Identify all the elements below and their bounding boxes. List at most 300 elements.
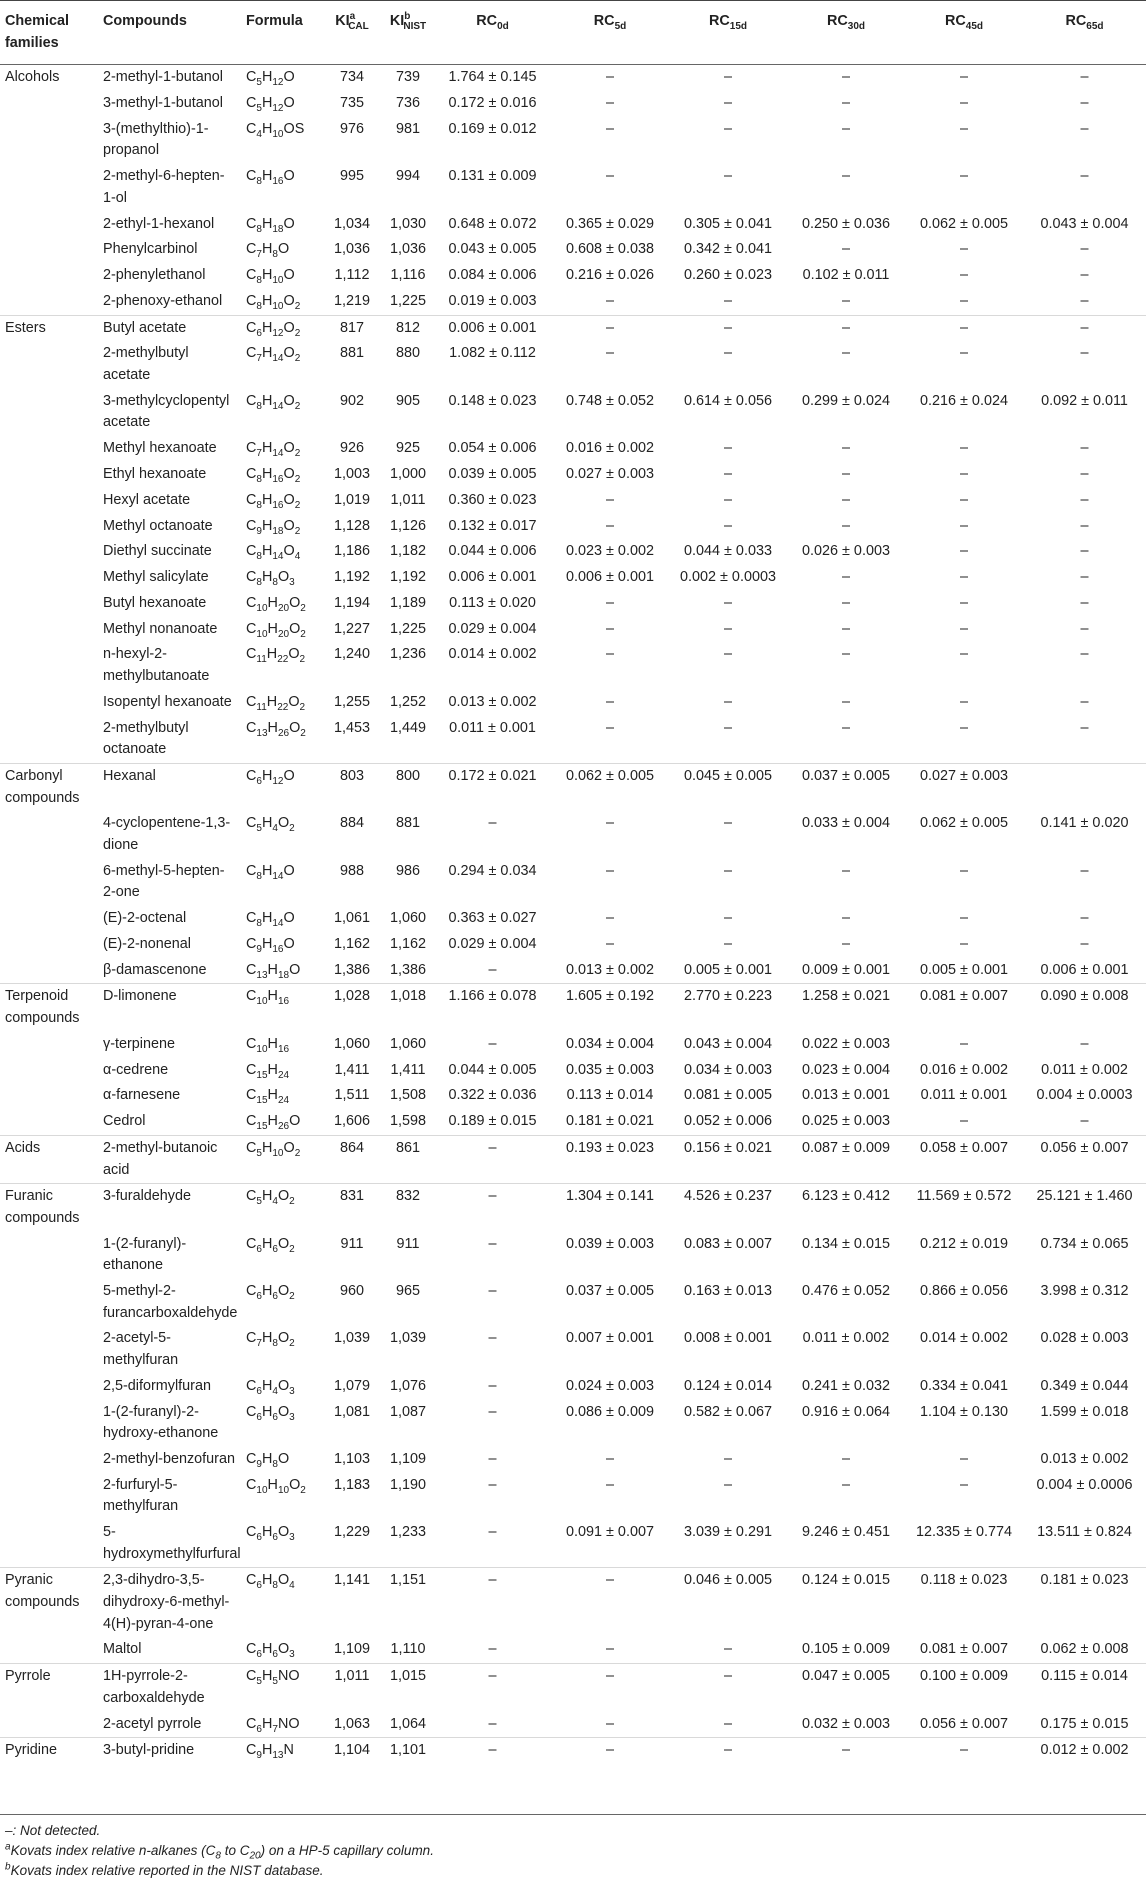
cell-compound: 4-cyclopentene-1,3-dione (103, 815, 231, 853)
cell-rc-65d: 25.121 ± 1.460 (1023, 1184, 1146, 1232)
header-rc-0d: $RC_{0d}$ (434, 1, 551, 65)
cell-rc-15d: – (669, 1664, 787, 1712)
table-row (0, 617, 1146, 643)
cell-rc-30d: 0.124 ± 0.015 (787, 1568, 905, 1637)
cell-rc-30d: 0.037 ± 0.005 (787, 763, 905, 811)
cell-ki-cal: 960 (339, 1283, 364, 1300)
cell-family (0, 341, 98, 388)
cell-rc-5d: 0.013 ± 0.002 (566, 961, 654, 978)
header-rc-65d: $RC_{65d}$ (1023, 1, 1146, 65)
cell-ki-cal: 926 (339, 440, 364, 457)
cell-rc-5d: 0.181 ± 0.021 (566, 1113, 654, 1130)
cell-ki-cal: 1,036 (333, 241, 370, 258)
cell-ki-cal: 864 (322, 1135, 382, 1183)
cell-ki-nist: 1,508 (389, 1087, 426, 1104)
cell-rc-15d: 0.260 ± 0.023 (684, 267, 772, 284)
cell-formula: $C_{15}H_{24}$ (246, 1087, 290, 1107)
cell-rc-15d: – (723, 292, 732, 309)
cell-family (0, 389, 98, 436)
cell-rc-65d: 0.028 ± 0.003 (1040, 1330, 1129, 1347)
cell-ki-nist: 1,036 (389, 241, 426, 258)
cell-compound: γ-terpinene (103, 1035, 175, 1052)
cell-family (0, 488, 98, 514)
cell-rc-15d: – (723, 168, 732, 185)
cell-ki-nist: 1,386 (389, 961, 426, 978)
cell-ki-cal: 1,081 (333, 1403, 370, 1420)
cell-ki-cal: 884 (339, 815, 364, 832)
cell-rc-0d: – (488, 815, 497, 832)
table-row (0, 958, 1146, 984)
cell-formula: $C_6H_4O_3$ (246, 1377, 295, 1397)
cell-compound: α-farnesene (103, 1087, 181, 1104)
cell-formula: $C_{10}H_{16}$ (246, 1035, 290, 1055)
cell-rc-30d: – (841, 1450, 850, 1467)
cell-rc-30d: – (841, 594, 850, 611)
cell-rc-65d: – (1080, 465, 1089, 482)
cell-rc-65d: 0.004 ± 0.0006 (1036, 1476, 1133, 1493)
cell-ki-cal: 988 (339, 862, 364, 879)
cell-formula: $C_{10}H_{10}O_2$ (246, 1476, 306, 1496)
cell-ki-nist: 1,000 (389, 465, 426, 482)
cell-compound: 2-ethyl-1-hexanol (103, 215, 215, 232)
cell-rc-65d: 0.090 ± 0.008 (1023, 984, 1146, 1032)
cell-family (0, 958, 98, 984)
cell-formula: $C_6H_6O_3$ (246, 1524, 295, 1543)
cell-formula: $C_8H_{14}O_2$ (246, 392, 301, 412)
cell-formula: $C_6H_6O_3$ (246, 1403, 295, 1423)
cell-ki-cal: 1,606 (333, 1113, 370, 1130)
cell-family (0, 1712, 98, 1738)
cell-rc-30d: 9.246 ± 0.451 (802, 1524, 890, 1541)
table-row (0, 1738, 1146, 1768)
cell-compound: Methyl nonanoate (103, 620, 218, 637)
cell-compound: 2-methyl-butanoic acid (98, 1135, 241, 1183)
cell-family (0, 1447, 98, 1473)
cell-ki-nist: 1,598 (389, 1113, 426, 1130)
cell-family (0, 1058, 98, 1084)
cell-ki-cal: 1,034 (333, 215, 370, 232)
table-row (0, 1135, 1146, 1183)
cell-family (0, 1473, 98, 1520)
cell-rc-30d: – (841, 1476, 850, 1493)
table-row (0, 237, 1146, 263)
cell-compound: Hexyl acetate (103, 491, 191, 508)
cell-family (0, 1637, 98, 1663)
cell-rc-15d: 0.046 ± 0.005 (669, 1568, 787, 1637)
cell-rc-5d: – (605, 120, 614, 137)
cell-family (0, 117, 98, 164)
cell-rc-15d: 0.305 ± 0.041 (684, 215, 772, 232)
cell-rc-30d: 0.105 ± 0.009 (802, 1641, 890, 1658)
cell-ki-cal: 1,219 (333, 292, 370, 309)
cell-ki-nist: 1,182 (389, 543, 426, 560)
cell-family (0, 514, 98, 540)
cell-ki-cal: 1,003 (333, 465, 370, 482)
cell-rc-30d: 0.033 ± 0.004 (802, 815, 890, 832)
cell-rc-45d: – (959, 719, 968, 736)
cell-ki-cal: 1,229 (333, 1524, 370, 1541)
cell-rc-30d: 0.250 ± 0.036 (802, 215, 890, 232)
cell-family (0, 1109, 98, 1135)
cell-family (0, 591, 98, 617)
cell-ki-nist: 1,110 (390, 1641, 426, 1658)
cell-formula: $C_4H_{10}OS$ (246, 120, 305, 140)
table-row (0, 1568, 1146, 1637)
cell-rc-15d: – (723, 620, 732, 637)
cell-rc-15d: – (723, 345, 732, 362)
cell-rc-5d: 0.037 ± 0.005 (566, 1283, 654, 1300)
cell-rc-30d: 0.025 ± 0.003 (802, 1113, 890, 1130)
cell-family (0, 237, 98, 263)
cell-rc-0d: 0.113 ± 0.020 (449, 594, 536, 611)
cell-formula: $C_6H_{12}O_2$ (241, 315, 322, 341)
cell-rc-45d: 0.100 ± 0.009 (905, 1664, 1023, 1712)
cell-ki-nist: 1,190 (389, 1476, 426, 1493)
cell-rc-5d: – (605, 693, 614, 710)
cell-rc-45d: – (959, 594, 968, 611)
cell-ki-nist: 739 (395, 69, 420, 86)
table-row (0, 1083, 1146, 1109)
cell-ki-cal: 1,128 (333, 517, 370, 534)
cell-rc-65d (1023, 763, 1146, 811)
table-row (0, 212, 1146, 238)
cell-rc-30d: – (841, 491, 850, 508)
cell-rc-45d: – (959, 440, 968, 457)
cell-rc-0d: 0.006 ± 0.001 (434, 315, 551, 341)
cell-compound: 2-methyl-1-butanol (103, 69, 223, 86)
cell-rc-65d: – (1080, 646, 1089, 663)
cell-rc-30d: 0.026 ± 0.003 (802, 543, 890, 560)
cell-rc-65d: – (1080, 910, 1089, 927)
cell-ki-cal: 902 (339, 392, 364, 409)
cell-rc-0d: 0.044 ± 0.005 (448, 1061, 537, 1078)
cell-rc-30d: – (841, 440, 850, 457)
cell-family (0, 1520, 98, 1568)
cell-rc-0d: – (434, 1664, 551, 1712)
cell-rc-65d: – (1080, 862, 1089, 879)
cell-rc-5d: 0.034 ± 0.004 (566, 1035, 654, 1052)
cell-formula: $C_8H_{10}O$ (246, 267, 295, 286)
cell-ki-nist: 1,116 (390, 267, 426, 284)
cell-rc-30d: 0.241 ± 0.032 (802, 1377, 890, 1394)
table-row (0, 984, 1146, 1032)
cell-family: Pyridine (0, 1738, 98, 1768)
cell-rc-15d: – (723, 594, 732, 611)
cell-rc-30d: – (841, 69, 850, 86)
cell-formula: $C_9H_8O$ (246, 1450, 290, 1470)
cell-rc-0d: 0.044 ± 0.006 (448, 543, 537, 560)
cell-formula: $C_5H_{10}O_2$ (241, 1135, 322, 1183)
cell-compound: 2-methylbutyl octanoate (103, 719, 189, 758)
cell-ki-nist: 881 (395, 815, 420, 832)
header-compound: Compounds (98, 1, 241, 65)
cell-rc-30d: 0.011 ± 0.002 (802, 1330, 890, 1347)
cell-rc-0d: 0.006 ± 0.001 (448, 569, 537, 586)
cell-family (0, 716, 98, 764)
cell-ki-cal: 1,186 (333, 543, 370, 560)
cell-ki-cal: 735 (339, 94, 364, 111)
table-row (0, 1473, 1146, 1520)
cell-rc-45d: 11.569 ± 0.572 (905, 1184, 1023, 1232)
cell-ki-cal: 976 (339, 120, 364, 137)
cell-rc-30d: 0.299 ± 0.024 (802, 392, 890, 409)
cell-compound: Diethyl succinate (103, 543, 212, 560)
cell-rc-30d: 0.022 ± 0.003 (802, 1035, 890, 1052)
cell-rc-30d: – (841, 719, 850, 736)
table-row (0, 1637, 1146, 1663)
footnote-b: $^b$Kovats index relative reported in the NIST database. (5, 1861, 324, 1878)
cell-rc-5d: 0.035 ± 0.003 (566, 1061, 654, 1078)
cell-rc-65d: 13.511 ± 0.824 (1037, 1524, 1132, 1541)
cell-rc-15d: – (723, 1641, 732, 1658)
cell-rc-65d: – (1080, 267, 1089, 284)
table-row (0, 539, 1146, 565)
cell-rc-15d: – (669, 315, 787, 341)
cell-family (0, 932, 98, 958)
cell-rc-65d: 0.062 ± 0.008 (1040, 1641, 1129, 1658)
cell-compound: β-damascenone (103, 961, 207, 978)
cell-family (0, 263, 98, 289)
cell-rc-65d: 0.115 ± 0.014 (1023, 1664, 1146, 1712)
cell-rc-45d: 0.016 ± 0.002 (920, 1061, 1008, 1078)
cell-rc-15d: 0.008 ± 0.001 (684, 1330, 772, 1347)
table-row (0, 859, 1146, 906)
cell-rc-45d: – (959, 1450, 968, 1467)
table-row (0, 514, 1146, 540)
cell-rc-65d: – (1080, 491, 1089, 508)
cell-formula: $C_6H_6O_2$ (246, 1235, 295, 1255)
cell-rc-5d: – (605, 491, 614, 508)
cell-rc-0d: 0.132 ± 0.017 (448, 517, 537, 534)
cell-compound: 5-hydroxymethylfurfural (103, 1524, 241, 1562)
cell-rc-65d: – (1080, 241, 1089, 258)
cell-compound: Methyl hexanoate (103, 440, 217, 457)
cell-ki-cal: 881 (339, 345, 364, 362)
cell-rc-65d: – (1080, 569, 1089, 586)
cell-rc-5d: – (605, 517, 614, 534)
cell-compound: 3-furaldehyde (98, 1184, 241, 1232)
cell-rc-5d: – (605, 1715, 614, 1732)
cell-family (0, 1400, 98, 1447)
cell-formula: $C_8H_{16}O_2$ (246, 491, 301, 511)
cell-rc-15d: 3.039 ± 0.291 (684, 1524, 772, 1541)
cell-rc-45d: 0.014 ± 0.002 (920, 1330, 1008, 1347)
cell-rc-65d: 0.056 ± 0.007 (1023, 1135, 1146, 1183)
table-row (0, 1279, 1146, 1326)
cell-ki-cal: 1,194 (333, 594, 370, 611)
cell-rc-65d: – (1080, 292, 1089, 309)
cell-rc-65d: – (1080, 594, 1089, 611)
cell-rc-5d: 0.086 ± 0.009 (566, 1403, 654, 1420)
cell-rc-65d: – (1080, 168, 1089, 185)
cell-ki-nist: 1,060 (389, 1035, 426, 1052)
cell-rc-65d: – (1080, 620, 1089, 637)
cell-family: Alcohols (5, 69, 60, 86)
cell-ki-nist: 1,109 (389, 1450, 426, 1467)
cell-rc-15d: 0.044 ± 0.033 (684, 543, 772, 560)
cell-ki-nist: 1,064 (389, 1715, 426, 1732)
cell-ki-nist: 1,449 (389, 719, 426, 736)
cell-ki-cal: 734 (339, 69, 364, 86)
cell-ki-cal: 995 (339, 168, 364, 185)
cell-compound: 2-methylbutyl acetate (103, 345, 189, 383)
cell-rc-30d: 0.134 ± 0.015 (802, 1235, 890, 1252)
cell-rc-15d: – (723, 491, 732, 508)
cell-rc-15d: 0.163 ± 0.013 (684, 1283, 772, 1300)
cell-formula: $C_{10}H_{20}O_2$ (246, 594, 306, 614)
cell-rc-30d: – (841, 120, 850, 137)
cell-rc-15d: – (723, 935, 732, 952)
cell-rc-5d: – (551, 1664, 669, 1712)
cell-rc-65d: 1.599 ± 0.018 (1040, 1403, 1129, 1420)
cell-rc-15d: – (723, 719, 732, 736)
cell-formula: $C_{13}H_{26}O_2$ (246, 719, 306, 739)
cell-rc-15d: – (723, 440, 732, 457)
cell-rc-0d: 0.054 ± 0.006 (448, 440, 537, 457)
cell-rc-30d: – (841, 862, 850, 879)
table-row (0, 1520, 1146, 1568)
cell-rc-30d: 6.123 ± 0.412 (787, 1184, 905, 1232)
cell-rc-45d: 0.062 ± 0.005 (920, 815, 1008, 832)
cell-compound: Butyl hexanoate (103, 594, 207, 611)
cell-formula: $C_{13}H_{18}O$ (246, 961, 301, 981)
cell-rc-45d: – (959, 69, 968, 86)
cell-rc-15d: 4.526 ± 0.237 (669, 1184, 787, 1232)
cell-rc-65d: – (1080, 719, 1089, 736)
table-row (0, 164, 1146, 211)
cell-compound: Hexanal (98, 763, 241, 811)
cell-rc-45d: – (959, 910, 968, 927)
cell-rc-45d: 0.212 ± 0.019 (920, 1235, 1008, 1252)
cell-rc-65d: 0.349 ± 0.044 (1040, 1377, 1129, 1394)
cell-rc-0d: 0.011 ± 0.001 (449, 719, 536, 736)
cell-ki-cal: 1,453 (333, 719, 370, 736)
cell-rc-15d: – (723, 910, 732, 927)
cell-rc-65d: 0.175 ± 0.015 (1040, 1715, 1129, 1732)
cell-rc-5d: – (605, 1641, 614, 1658)
cell-compound: 2-acetyl-5-methylfuran (103, 1330, 179, 1368)
cell-rc-0d: 0.360 ± 0.023 (448, 491, 537, 508)
cell-rc-0d: – (488, 1450, 497, 1467)
cell-rc-0d: – (434, 1738, 551, 1768)
cell-formula: $C_9H_{18}O_2$ (246, 517, 301, 537)
table-row (0, 1109, 1146, 1135)
cell-rc-15d: 0.124 ± 0.014 (684, 1377, 772, 1394)
cell-ki-cal: 1,386 (333, 961, 370, 978)
cell-rc-0d: – (488, 1476, 497, 1493)
cell-ki-nist: 965 (395, 1283, 420, 1300)
cell-rc-45d: 0.005 ± 0.001 (920, 961, 1008, 978)
table-row (0, 565, 1146, 591)
cell-ki-cal: 1,112 (334, 267, 370, 284)
cell-rc-30d: – (841, 345, 850, 362)
cell-rc-5d: – (605, 646, 614, 663)
cell-rc-30d: – (841, 465, 850, 482)
cell-rc-30d: 0.023 ± 0.004 (802, 1061, 890, 1078)
cell-family (0, 436, 98, 462)
cell-ki-nist: 981 (395, 120, 420, 137)
cell-formula: $C_6H_6O_3$ (246, 1641, 295, 1661)
cell-rc-45d: – (959, 491, 968, 508)
cell-rc-45d: 0.866 ± 0.056 (920, 1283, 1008, 1300)
cell-rc-0d: – (434, 1184, 551, 1232)
cell-ki-nist: 1,126 (389, 517, 426, 534)
cell-family (0, 1083, 98, 1109)
cell-compound: Ethyl hexanoate (103, 465, 207, 482)
table-row (0, 1232, 1146, 1279)
cell-rc-30d: – (841, 693, 850, 710)
cell-rc-0d: – (488, 1330, 497, 1347)
cell-formula: $C_7H_{14}O_2$ (246, 345, 301, 365)
cell-rc-15d: 0.002 ± 0.0003 (680, 569, 776, 586)
cell-rc-5d: 0.023 ± 0.002 (566, 543, 654, 560)
cell-compound: 1H-pyrrole-2-carboxaldehyde (98, 1664, 241, 1712)
cell-ki-nist: 1,015 (382, 1664, 434, 1712)
header-family: Chemical families (0, 1, 98, 65)
cell-rc-65d: – (1080, 440, 1089, 457)
cell-rc-45d: 12.335 ± 0.774 (916, 1524, 1012, 1541)
cell-ki-nist: 832 (382, 1184, 434, 1232)
cell-compound: Methyl salicylate (103, 569, 209, 586)
cell-rc-0d: – (488, 1377, 497, 1394)
cell-rc-30d: 0.916 ± 0.064 (802, 1403, 890, 1420)
cell-rc-0d: 0.172 ± 0.016 (448, 94, 537, 111)
header-rc-30d: $RC_{30d}$ (787, 1, 905, 65)
cell-rc-5d: 0.039 ± 0.003 (566, 1235, 654, 1252)
cell-rc-5d: 0.748 ± 0.052 (566, 392, 654, 409)
cell-rc-30d: 0.087 ± 0.009 (787, 1135, 905, 1183)
cell-rc-0d: 0.189 ± 0.015 (448, 1113, 537, 1130)
cell-family: Pyranic compounds (0, 1568, 98, 1637)
cell-rc-15d: – (723, 1715, 732, 1732)
cell-rc-5d: 0.007 ± 0.001 (566, 1330, 654, 1347)
cell-ki-nist: 1,252 (389, 693, 426, 710)
table-row (0, 315, 1146, 341)
cell-ki-nist: 1,189 (389, 594, 426, 611)
cell-rc-0d: 0.322 ± 0.036 (448, 1087, 537, 1104)
cell-compound: D-limonene (98, 984, 241, 1032)
cell-rc-30d: – (841, 910, 850, 927)
cell-rc-65d: – (1080, 69, 1089, 86)
cell-rc-5d: 0.216 ± 0.026 (566, 267, 654, 284)
cell-rc-15d: – (669, 1738, 787, 1768)
cell-ki-cal: 1,183 (333, 1476, 370, 1493)
cell-ki-cal: 1,079 (333, 1377, 370, 1394)
cell-rc-5d: – (605, 1476, 614, 1493)
cell-ki-cal: 1,109 (333, 1641, 370, 1658)
table-row (0, 1326, 1146, 1373)
cell-rc-65d: 0.011 ± 0.002 (1041, 1061, 1128, 1078)
footnote-not-detected: –: Not detected. (5, 1823, 101, 1838)
table-row (0, 1712, 1146, 1738)
cell-formula: $C_{10}H_{20}O_2$ (246, 620, 306, 640)
cell-ki-cal: 1,141 (322, 1568, 382, 1637)
cell-compound: (E)-2-nonenal (103, 935, 191, 952)
cell-ki-nist: 861 (382, 1135, 434, 1183)
cell-ki-cal: 817 (322, 315, 382, 341)
cell-compound: α-cedrene (103, 1061, 169, 1078)
cell-compound: Methyl octanoate (103, 517, 213, 534)
cell-formula: $C_{11}H_{22}O_2$ (246, 693, 306, 713)
table-row (0, 341, 1146, 388)
cell-compound: 2-methyl-6-hepten-1-ol (103, 168, 225, 206)
cell-rc-15d: – (723, 646, 732, 663)
cell-family (0, 1232, 98, 1279)
cell-ki-cal: 1,011 (322, 1664, 382, 1712)
cell-family: Pyrrole (0, 1664, 98, 1712)
cell-rc-0d: – (488, 1403, 497, 1420)
cell-rc-15d: – (723, 517, 732, 534)
